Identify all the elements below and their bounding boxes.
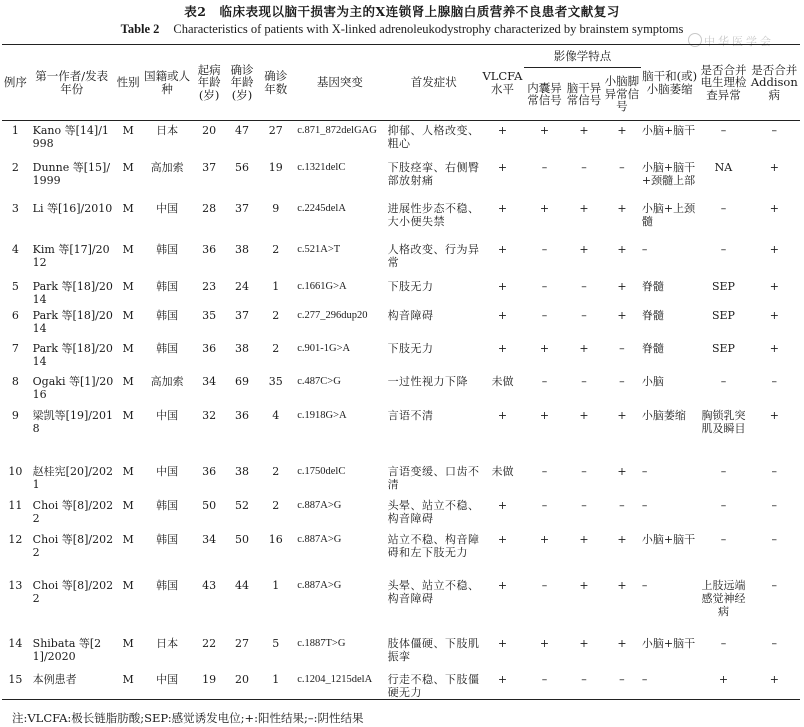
- cell-addison: –: [771, 578, 778, 592]
- cell-imaging-ic: –: [541, 374, 548, 388]
- cell-brainstem-atrophy: 小脑+上颈髓: [641, 201, 696, 228]
- cell-imaging-bs: +: [579, 341, 589, 355]
- cell-vlcfa: +: [497, 408, 508, 422]
- cell-case: 11: [8, 498, 23, 512]
- cell-imaging-cp: +: [617, 636, 627, 650]
- cell-imaging-cp: +: [617, 408, 627, 422]
- cell-imaging-ic: +: [539, 532, 550, 546]
- cell-nationality: 韩国: [156, 498, 179, 512]
- cell-brainstem-atrophy: 小脑萎缩: [641, 408, 686, 422]
- table-title-cn: 表2 临床表现以脑干损害为主的X连锁肾上腺脑白质营养不良患者文献复习: [184, 4, 620, 19]
- cell-first-symptom: 一过性视力下降: [387, 374, 469, 388]
- cell-vlcfa: 未做: [491, 464, 514, 478]
- cell-imaging-cp: +: [617, 464, 627, 478]
- cell-imaging-bs: –: [581, 498, 587, 512]
- cell-ep: –: [720, 464, 727, 478]
- cell-imaging-bs: –: [581, 160, 587, 174]
- cell-nationality: 高加索: [150, 160, 184, 174]
- cell-author: 梁凯等[19]/2018: [32, 408, 113, 435]
- header-imaging-cp: 小脑脚异常信号: [603, 68, 641, 121]
- cell-ep: NA: [714, 160, 733, 174]
- cell-imaging-cp: +: [617, 279, 627, 293]
- cell-onset-age: 19: [193, 670, 226, 700]
- cell-first-symptom: 头晕、站立不稳、构音障碍: [387, 578, 480, 605]
- cell-imaging-cp: +: [617, 201, 627, 215]
- table-row: [2, 406, 800, 462]
- cell-brainstem-atrophy: –: [641, 242, 648, 256]
- cell-imaging-bs: +: [579, 124, 589, 137]
- cell-dx-years: 1: [272, 279, 280, 293]
- cell-imaging-cp: –: [619, 498, 625, 512]
- cell-onset-age: 35: [202, 308, 217, 322]
- cell-vlcfa: +: [497, 341, 508, 355]
- cell-dx-years: 16: [268, 532, 283, 546]
- cell-imaging-ic: +: [539, 341, 550, 355]
- table-row: [2, 634, 800, 670]
- header-sex: 性别: [115, 45, 142, 121]
- table-row: [2, 576, 800, 634]
- cell-addison: –: [771, 498, 778, 512]
- cell-onset-age: 36: [202, 341, 217, 355]
- table-title-en: [0, 22, 804, 37]
- table-row: [2, 339, 800, 372]
- cell-dx-years: 2: [272, 464, 280, 478]
- cell-dx-age: 38: [234, 341, 249, 355]
- cell-author: 赵桂宪[20]/2021: [32, 464, 113, 491]
- cell-vlcfa: +: [497, 242, 508, 256]
- cell-onset-age: 34: [202, 532, 217, 546]
- cell-case: 14: [8, 636, 23, 650]
- cell-nationality: 日本: [156, 636, 179, 650]
- cell-author: Choi 等[8]/2022: [32, 578, 114, 605]
- cell-case: 7: [11, 341, 19, 355]
- table-row: [2, 121, 800, 158]
- cell-first-symptom: 言语不清: [387, 408, 434, 422]
- cell-case: 12: [8, 532, 23, 546]
- cell-dx-age: 27: [234, 636, 249, 650]
- cell-author: Dunne 等[15]/1999: [32, 160, 111, 187]
- cell-sex: M: [122, 408, 134, 422]
- cell-dx-age: 37: [234, 308, 249, 322]
- cell-mutation: c.887A>G: [297, 579, 342, 591]
- cell-ep: –: [720, 124, 727, 137]
- cell-onset-age: 20: [202, 124, 217, 137]
- header-mutation: 基因突变: [293, 45, 386, 121]
- cell-brainstem-atrophy: 小脑+脑干: [641, 636, 696, 650]
- cell-addison: +: [769, 242, 779, 256]
- table-row: [2, 240, 800, 277]
- cell-nationality: 日本: [156, 124, 179, 137]
- cell-nationality: 韩国: [156, 279, 179, 293]
- cell-imaging-bs: –: [565, 670, 603, 700]
- cell-onset-age: 34: [202, 374, 217, 388]
- cell-dx-age: 24: [234, 279, 249, 293]
- cell-imaging-ic: –: [541, 578, 548, 592]
- literature-table: [2, 44, 800, 700]
- header-first-symptom: 首发症状: [387, 45, 481, 121]
- cell-mutation: c.1321delC: [297, 161, 346, 173]
- cell-mutation: c.1661G>A: [297, 280, 347, 292]
- cell-brainstem-atrophy: –: [641, 464, 648, 478]
- cell-first-symptom: 行走不稳、下肢僵硬无力: [387, 670, 481, 700]
- cell-author: Park 等[18]/2014: [32, 279, 113, 306]
- cell-author: Shibata 等[21]/2020: [32, 636, 102, 663]
- cell-imaging-cp: –: [619, 341, 625, 355]
- cell-sex: M: [122, 498, 134, 512]
- cell-onset-age: 23: [202, 279, 217, 293]
- cell-case: 15: [2, 670, 29, 700]
- cell-sex: M: [122, 279, 134, 293]
- cell-nationality: 韩国: [156, 578, 179, 592]
- cell-vlcfa: +: [481, 670, 524, 700]
- cell-onset-age: 43: [202, 578, 217, 592]
- cell-imaging-bs: –: [581, 374, 587, 388]
- cell-onset-age: 32: [202, 408, 217, 422]
- cell-addison: –: [771, 532, 778, 546]
- cell-case: 13: [8, 578, 23, 592]
- cell-brainstem-atrophy: 小脑+脑干: [641, 124, 696, 137]
- cell-imaging-bs: –: [581, 464, 587, 478]
- cell-case: 1: [11, 124, 19, 137]
- cell-sex: M: [115, 670, 142, 700]
- cell-case: 4: [11, 242, 19, 256]
- table-row: [2, 306, 800, 339]
- cell-addison: +: [769, 308, 779, 322]
- cell-vlcfa: +: [497, 124, 508, 137]
- cell-vlcfa: +: [497, 201, 508, 215]
- cell-nationality: 中国: [156, 201, 179, 215]
- cell-mutation: c.901-1G>A: [297, 342, 351, 354]
- cell-brainstem-atrophy: –: [641, 578, 648, 592]
- cell-imaging-ic: +: [539, 124, 550, 137]
- cell-imaging-ic: –: [524, 670, 565, 700]
- cell-dx-years: 1: [258, 670, 293, 700]
- table-body: [2, 121, 800, 700]
- cell-imaging-bs: +: [579, 201, 589, 215]
- cell-addison: +: [769, 201, 779, 215]
- cell-first-symptom: 进展性步态不稳、大小便失禁: [387, 201, 480, 228]
- cell-ep: SEP: [711, 341, 735, 355]
- cell-addison: –: [771, 464, 778, 478]
- cell-imaging-ic: +: [539, 408, 550, 422]
- table-row: [2, 496, 800, 530]
- cell-first-symptom: 人格改变、行为异常: [387, 242, 480, 269]
- cell-case: 3: [11, 201, 19, 215]
- cell-ep: SEP: [711, 308, 735, 322]
- cell-first-symptom: 下肢痉挛、右侧臀部放射痛: [387, 160, 480, 187]
- cell-author: Park 等[18]/2014: [32, 308, 113, 335]
- cell-imaging-cp: +: [617, 578, 627, 592]
- header-author: 第一作者/发表年份: [29, 45, 115, 121]
- cell-addison: –: [771, 374, 778, 388]
- cell-first-symptom: 肢体僵硬、下肢肌振挛: [387, 636, 480, 663]
- cell-vlcfa: 未做: [491, 374, 514, 388]
- table-row: [2, 199, 800, 240]
- cell-ep: 胸锁乳突肌及瞬目: [701, 408, 746, 435]
- table-title-en-text: Characteristics of patients with X-linked adrenoleukodystrophy characterized by brainstem symptoms: [173, 22, 684, 36]
- table-label: Table 2: [120, 22, 160, 36]
- cell-dx-years: 27: [268, 124, 283, 137]
- header-imaging-bs: 脑干异常信号: [565, 68, 603, 121]
- cell-onset-age: 22: [202, 636, 217, 650]
- cell-first-symptom: 站立不稳、构音障碍和左下肢无力: [387, 532, 480, 559]
- cell-mutation: c.487C>G: [297, 375, 341, 387]
- table-row: [2, 372, 800, 406]
- cell-mutation: c.1750delC: [297, 465, 346, 477]
- cell-mutation: c.1887T>G: [297, 637, 346, 649]
- cell-dx-years: 35: [268, 374, 283, 388]
- cell-sex: M: [122, 341, 134, 355]
- table-row: [2, 530, 800, 576]
- cell-dx-age: 36: [234, 408, 249, 422]
- cell-author: Kim 等[17]/2012: [32, 242, 110, 269]
- cell-first-symptom: 头晕、站立不稳、构音障碍: [387, 498, 480, 525]
- cell-brainstem-atrophy: –: [641, 670, 698, 700]
- cell-sex: M: [122, 464, 134, 478]
- cell-vlcfa: +: [497, 636, 508, 650]
- cell-imaging-bs: –: [581, 279, 587, 293]
- cell-addison: +: [749, 670, 800, 700]
- cell-dx-years: 2: [272, 242, 280, 256]
- cell-nationality: 韩国: [156, 532, 179, 546]
- cell-dx-age: 69: [234, 374, 249, 388]
- cell-sex: M: [122, 124, 134, 137]
- cell-imaging-cp: –: [619, 160, 625, 174]
- header-ep: 是否合并电生理检查异常: [698, 45, 748, 121]
- cell-case: 10: [8, 464, 23, 478]
- cell-sex: M: [122, 308, 134, 322]
- cell-imaging-cp: –: [603, 670, 641, 700]
- cell-addison: –: [771, 124, 778, 137]
- cell-nationality: 中国: [141, 670, 192, 700]
- cell-dx-age: 37: [234, 201, 249, 215]
- cell-sex: M: [122, 160, 134, 174]
- cell-author: Ogaki 等[1]/2016: [32, 374, 114, 401]
- cell-onset-age: 50: [202, 498, 217, 512]
- cell-author: 本例患者: [29, 670, 115, 700]
- cell-first-symptom: 抑郁、人格改变、粗心: [387, 124, 480, 150]
- cell-onset-age: 28: [202, 201, 217, 215]
- cell-ep: –: [720, 532, 727, 546]
- cell-imaging-ic: –: [541, 498, 548, 512]
- table-row: [2, 158, 800, 199]
- cell-imaging-ic: –: [541, 464, 548, 478]
- cell-ep: –: [720, 242, 727, 256]
- cell-dx-years: 9: [272, 201, 280, 215]
- cell-ep: 上肢远端感觉神经病: [701, 578, 746, 618]
- cell-ep: SEP: [711, 279, 735, 293]
- cell-author: Li 等[16]/2010: [32, 201, 113, 215]
- cell-brainstem-atrophy: 脊髓: [641, 341, 664, 355]
- cell-mutation: c.887A>G: [297, 499, 342, 511]
- table-row: [2, 462, 800, 496]
- cell-ep: –: [720, 201, 727, 215]
- header-imaging-group: 影像学特点: [524, 45, 641, 68]
- cell-dx-age: 47: [234, 124, 249, 137]
- cell-sex: M: [122, 374, 134, 388]
- cell-dx-years: 2: [272, 308, 280, 322]
- cell-mutation: c.871_872delGAG: [297, 125, 377, 136]
- cell-vlcfa: +: [497, 578, 508, 592]
- cell-first-symptom: 构音障碍: [387, 308, 434, 322]
- table-footnote: 注:VLCFA:极长链脂肪酸;SEP:感觉诱发电位;+:阳性结果;–:阴性结果: [12, 711, 364, 725]
- cell-onset-age: 37: [202, 160, 217, 174]
- table-row: [2, 670, 800, 700]
- cell-brainstem-atrophy: 小脑: [641, 374, 664, 388]
- cell-ep: –: [720, 374, 727, 388]
- cell-dx-years: 5: [272, 636, 280, 650]
- cell-brainstem-atrophy: 脊髓: [641, 308, 664, 322]
- cell-dx-years: 4: [272, 408, 280, 422]
- header-dx-age: 确诊年龄(岁): [226, 45, 259, 121]
- cell-dx-years: 19: [268, 160, 283, 174]
- cell-mutation: c.1204_1215delA: [293, 670, 386, 700]
- cell-imaging-cp: –: [619, 374, 625, 388]
- cell-nationality: 中国: [156, 464, 179, 478]
- cell-imaging-cp: +: [617, 532, 627, 546]
- cell-imaging-ic: +: [539, 636, 550, 650]
- cell-sex: M: [122, 578, 134, 592]
- cell-author: Choi 等[8]/2022: [32, 532, 114, 559]
- cell-imaging-ic: +: [539, 201, 550, 215]
- cell-first-symptom: 言语变缓、口齿不清: [387, 464, 480, 491]
- cell-onset-age: 36: [202, 464, 217, 478]
- table-row: [2, 277, 800, 306]
- cell-nationality: 韩国: [156, 308, 179, 322]
- cell-imaging-bs: +: [579, 578, 589, 592]
- cell-imaging-bs: +: [579, 408, 589, 422]
- cell-dx-age: 52: [234, 498, 249, 512]
- cell-mutation: c.2245delA: [297, 202, 346, 214]
- cell-case: 9: [11, 408, 19, 422]
- cell-dx-years: 1: [272, 578, 280, 592]
- cell-ep: –: [720, 498, 727, 512]
- header-nationality: 国籍或人种: [141, 45, 192, 121]
- cell-dx-years: 2: [272, 341, 280, 355]
- cell-author: Choi 等[8]/2022: [32, 498, 114, 525]
- cell-sex: M: [122, 201, 134, 215]
- watermark-text: 中华医学会: [704, 35, 774, 48]
- cell-imaging-ic: –: [541, 279, 548, 293]
- cell-first-symptom: 下肢无力: [387, 279, 434, 293]
- cell-dx-age: 56: [234, 160, 249, 174]
- cell-vlcfa: +: [497, 279, 508, 293]
- header-vlcfa: VLCFA水平: [481, 45, 524, 121]
- cell-mutation: c.277_296dup20: [297, 309, 368, 321]
- cell-addison: +: [769, 279, 779, 293]
- cell-case: 5: [11, 279, 19, 293]
- cell-addison: +: [769, 160, 779, 174]
- header-case: 例序: [2, 45, 29, 121]
- cell-case: 6: [11, 308, 19, 322]
- cell-brainstem-atrophy: 小脑+脑干: [641, 532, 696, 546]
- cell-imaging-bs: +: [579, 532, 589, 546]
- cell-vlcfa: +: [497, 498, 508, 512]
- cell-case: 8: [11, 374, 19, 388]
- cell-brainstem-atrophy: –: [641, 498, 648, 512]
- cell-dx-age: 38: [234, 464, 249, 478]
- cell-dx-years: 2: [272, 498, 280, 512]
- cell-nationality: 中国: [156, 408, 179, 422]
- cell-first-symptom: 下肢无力: [387, 341, 434, 355]
- header-brainstem-atrophy: 脑干和(或)小脑萎缩: [641, 45, 698, 121]
- cell-dx-age: 50: [234, 532, 249, 546]
- cell-mutation: c.887A>G: [297, 533, 342, 545]
- cell-addison: +: [769, 341, 779, 355]
- cell-sex: M: [122, 532, 134, 546]
- cell-imaging-ic: –: [541, 242, 548, 256]
- header-dx-years: 确诊年数: [258, 45, 293, 121]
- cell-mutation: c.521A>T: [297, 243, 341, 255]
- cell-dx-age: 38: [234, 242, 249, 256]
- cell-imaging-ic: –: [541, 308, 548, 322]
- cell-ep: +: [698, 670, 748, 700]
- cell-ep: –: [720, 636, 727, 650]
- header-onset-age: 起病年龄(岁): [193, 45, 226, 121]
- cell-onset-age: 36: [202, 242, 217, 256]
- cell-brainstem-atrophy: 小脑+脑干+颈髓上部: [641, 160, 696, 187]
- cell-addison: –: [771, 636, 778, 650]
- cell-imaging-bs: +: [579, 636, 589, 650]
- cell-sex: M: [122, 636, 134, 650]
- cell-imaging-cp: +: [617, 124, 627, 137]
- cell-addison: +: [769, 408, 779, 422]
- header-imaging-ic: 内囊异常信号: [524, 68, 565, 121]
- cell-imaging-bs: +: [579, 242, 589, 256]
- cell-nationality: 韩国: [156, 242, 179, 256]
- cell-brainstem-atrophy: 脊髓: [641, 279, 664, 293]
- header-addison: 是否合并Addison病: [749, 45, 800, 121]
- cell-vlcfa: +: [497, 160, 508, 174]
- cell-dx-age: 44: [234, 578, 249, 592]
- cell-nationality: 高加索: [150, 374, 184, 388]
- cell-author: Kano 等[14]/1998: [32, 124, 109, 150]
- cell-author: Park 等[18]/2014: [32, 341, 113, 368]
- cell-imaging-ic: –: [541, 160, 548, 174]
- cell-case: 2: [11, 160, 19, 174]
- cell-imaging-cp: +: [617, 308, 627, 322]
- cell-mutation: c.1918G>A: [297, 409, 347, 421]
- cell-sex: M: [122, 242, 134, 256]
- cell-nationality: 韩国: [156, 341, 179, 355]
- cell-imaging-cp: +: [617, 242, 627, 256]
- cell-vlcfa: +: [497, 308, 508, 322]
- cell-vlcfa: +: [497, 532, 508, 546]
- cell-dx-age: 20: [226, 670, 259, 700]
- cell-imaging-bs: –: [581, 308, 587, 322]
